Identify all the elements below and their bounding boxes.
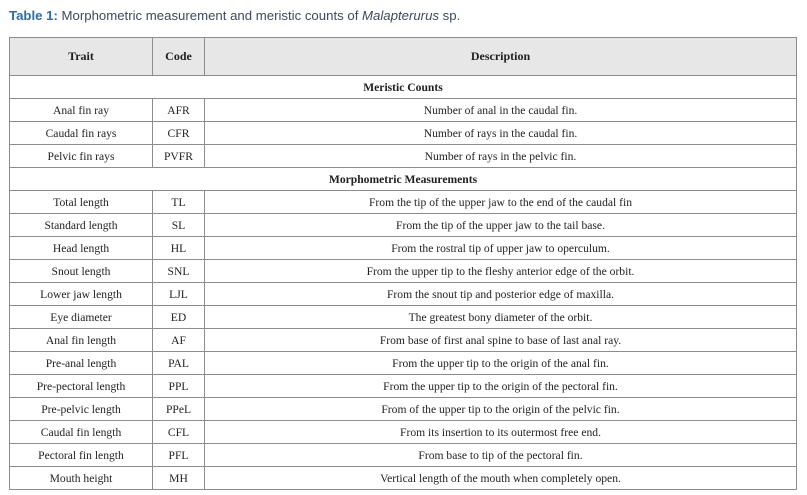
code-cell: MH — [153, 467, 205, 490]
table-row — [10, 329, 797, 352]
header-description: Description — [205, 38, 797, 76]
table-row — [10, 283, 797, 306]
trait-cell: Mouth height — [10, 467, 153, 490]
trait-cell: Total length — [10, 191, 153, 214]
trait-cell: Pre-pelvic length — [10, 398, 153, 421]
trait-cell: Pelvic fin rays — [10, 145, 153, 168]
description-cell: From the tip of the upper jaw to the end of the caudal fin — [205, 191, 797, 214]
trait-cell: Pectoral fin length — [10, 444, 153, 467]
trait-cell: Anal fin length — [10, 329, 153, 352]
table-row — [10, 237, 797, 260]
table-row — [10, 352, 797, 375]
table-row — [10, 375, 797, 398]
section-row — [10, 168, 797, 191]
trait-cell: Pre-pectoral length — [10, 375, 153, 398]
description-cell: From the upper tip to the origin of the anal fin. — [205, 352, 797, 375]
table-row — [10, 444, 797, 467]
description-cell: From the tip of the upper jaw to the tail base. — [205, 214, 797, 237]
trait-cell: Caudal fin rays — [10, 122, 153, 145]
trait-cell: Head length — [10, 237, 153, 260]
description-cell: Vertical length of the mouth when completely open. — [205, 467, 797, 490]
table-body — [10, 76, 797, 490]
table-row — [10, 99, 797, 122]
table-row — [10, 306, 797, 329]
header-row — [10, 38, 797, 76]
caption-suffix: sp. — [439, 8, 461, 23]
trait-cell: Standard length — [10, 214, 153, 237]
description-cell: Number of rays in the caudal fin. — [205, 122, 797, 145]
code-cell: TL — [153, 191, 205, 214]
description-cell: From the upper tip to the fleshy anterior edge of the orbit. — [205, 260, 797, 283]
caption-italic-genus: Malapterurus — [362, 8, 439, 23]
description-cell: From base of first anal spine to base of last anal ray. — [205, 329, 797, 352]
description-cell: Number of rays in the pelvic fin. — [205, 145, 797, 168]
code-cell: HL — [153, 237, 205, 260]
code-cell: AF — [153, 329, 205, 352]
description-cell: Number of anal in the caudal fin. — [205, 99, 797, 122]
code-cell: SL — [153, 214, 205, 237]
code-cell: LJL — [153, 283, 205, 306]
code-cell: AFR — [153, 99, 205, 122]
trait-cell: Lower jaw length — [10, 283, 153, 306]
code-cell: PPL — [153, 375, 205, 398]
table-row — [10, 467, 797, 490]
description-cell: From its insertion to its outermost free end. — [205, 421, 797, 444]
table-row — [10, 122, 797, 145]
trait-cell: Anal fin ray — [10, 99, 153, 122]
code-cell: PFL — [153, 444, 205, 467]
traits-table — [9, 37, 797, 490]
caption-text: Morphometric measurement and meristic counts of — [57, 8, 363, 23]
caption-label: Table 1: — [9, 8, 58, 23]
table-caption — [9, 8, 460, 23]
section-title: Meristic Counts — [10, 76, 797, 99]
trait-cell: Snout length — [10, 260, 153, 283]
code-cell: PAL — [153, 352, 205, 375]
description-cell: The greatest bony diameter of the orbit. — [205, 306, 797, 329]
section-title: Morphometric Measurements — [10, 168, 797, 191]
table-row — [10, 421, 797, 444]
table-row — [10, 398, 797, 421]
description-cell: From base to tip of the pectoral fin. — [205, 444, 797, 467]
trait-cell: Eye diameter — [10, 306, 153, 329]
trait-cell: Caudal fin length — [10, 421, 153, 444]
description-cell: From the upper tip to the origin of the pectoral fin. — [205, 375, 797, 398]
code-cell: PVFR — [153, 145, 205, 168]
description-cell: From the snout tip and posterior edge of maxilla. — [205, 283, 797, 306]
code-cell: ED — [153, 306, 205, 329]
description-cell: From of the upper tip to the origin of the pelvic fin. — [205, 398, 797, 421]
header-code: Code — [153, 38, 205, 76]
table-row — [10, 260, 797, 283]
trait-cell: Pre-anal length — [10, 352, 153, 375]
table-row — [10, 191, 797, 214]
code-cell: PPeL — [153, 398, 205, 421]
code-cell: CFR — [153, 122, 205, 145]
code-cell: SNL — [153, 260, 205, 283]
header-trait: Trait — [10, 38, 153, 76]
table-row — [10, 145, 797, 168]
table-row — [10, 214, 797, 237]
description-cell: From the rostral tip of upper jaw to operculum. — [205, 237, 797, 260]
section-row — [10, 76, 797, 99]
code-cell: CFL — [153, 421, 205, 444]
